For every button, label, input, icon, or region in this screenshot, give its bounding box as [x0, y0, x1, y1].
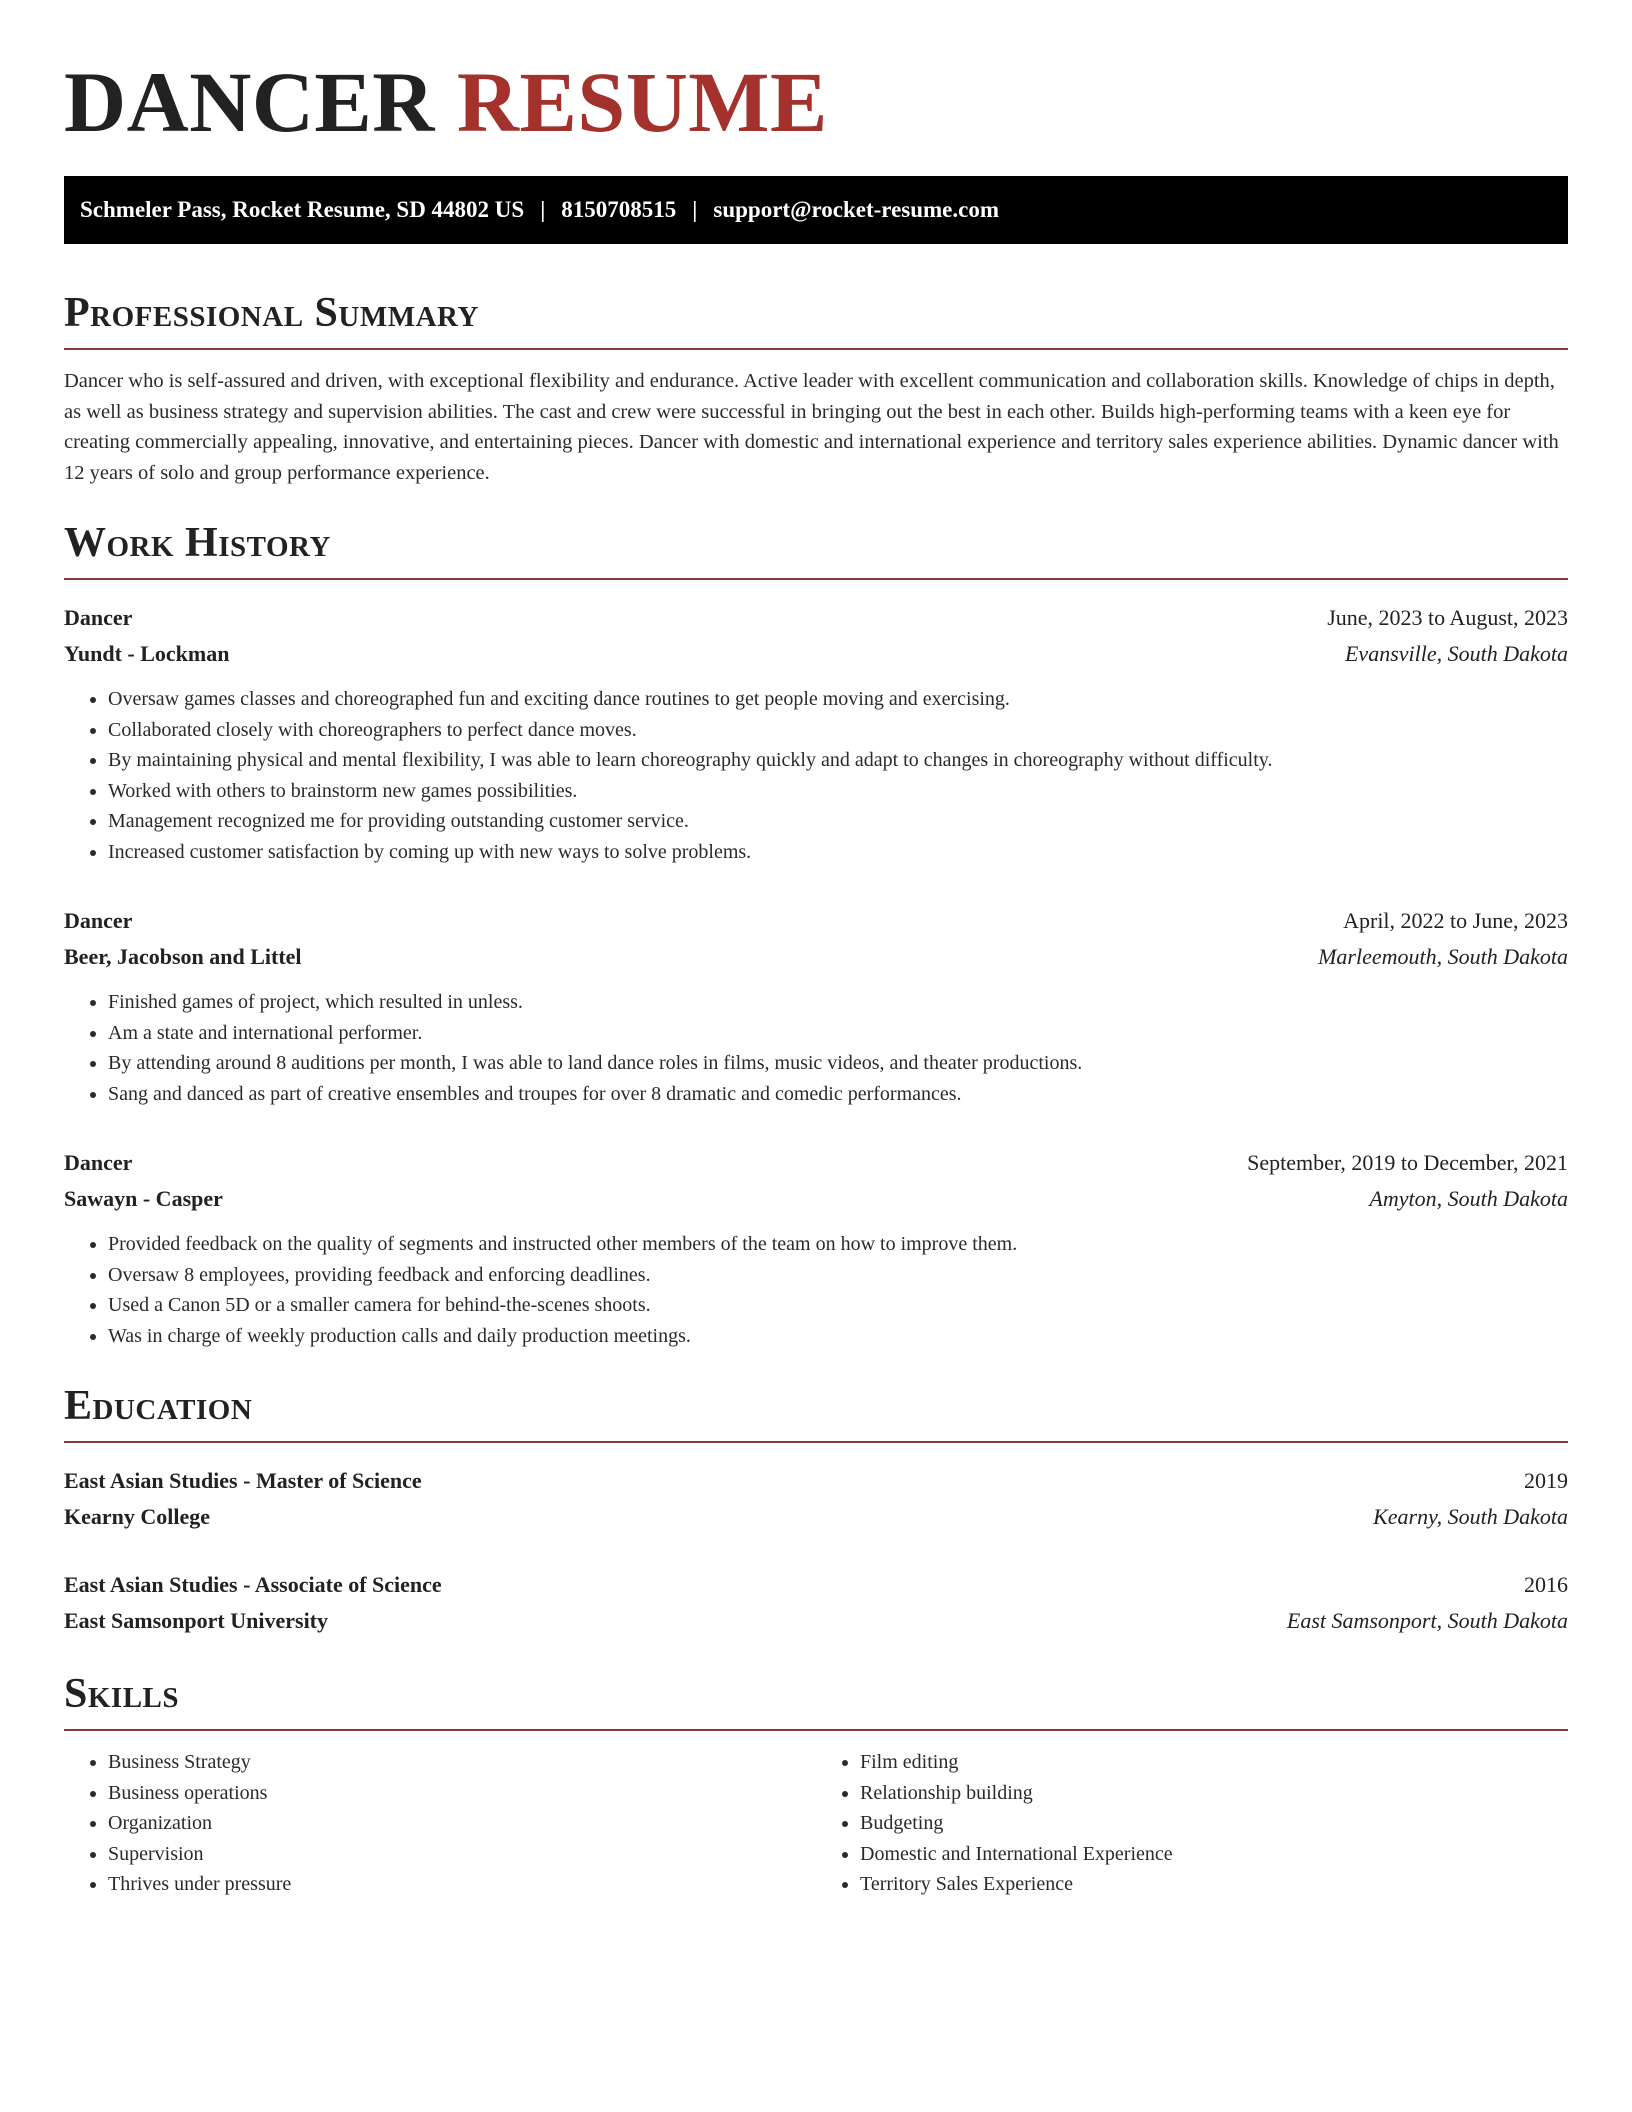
list-item: • Finished games of project, which resulted in unless.: [108, 987, 1568, 1018]
job-location: Marleemouth, South Dakota: [1318, 944, 1568, 969]
education-school-row: [64, 1603, 1568, 1639]
skill-item: • Thrives under pressure: [108, 1869, 816, 1900]
skills-list-right: [816, 1747, 1568, 1900]
job-entry: [64, 1145, 1568, 1351]
job-company: Sawayn - Casper: [64, 1186, 223, 1211]
skill-item: • Territory Sales Experience: [860, 1869, 1568, 1900]
skills-heading: Skills: [64, 1667, 1568, 1731]
job-company-row: [64, 636, 1568, 672]
contact-separator: |: [540, 197, 546, 222]
job-location: Amyton, South Dakota: [1369, 1186, 1568, 1211]
job-company: Yundt - Lockman: [64, 641, 230, 666]
job-title-row: [64, 903, 1568, 939]
job-dates: June, 2023 to August, 2023: [1327, 605, 1568, 630]
education-school: Kearny College: [64, 1504, 211, 1529]
contact-email: support@rocket-resume.com: [713, 197, 1000, 222]
job-bullets: [64, 1229, 1568, 1351]
work-history-heading: Work History: [64, 516, 1568, 580]
list-item: • Am a state and international performer.: [108, 1018, 1568, 1049]
list-item: • Management recognized me for providing outstanding customer service.: [108, 806, 1568, 837]
job-title: Dancer: [64, 1150, 133, 1175]
job-bullets: [64, 987, 1568, 1109]
education-location: East Samsonport, South Dakota: [1286, 1608, 1568, 1633]
education-degree-row: [64, 1463, 1568, 1499]
skills-list-left: [64, 1747, 816, 1900]
education-school-row: [64, 1499, 1568, 1535]
job-dates: September, 2019 to December, 2021: [1247, 1150, 1568, 1175]
contact-phone: 8150708515: [561, 197, 677, 222]
job-company-row: [64, 939, 1568, 975]
job-bullets: [64, 684, 1568, 867]
contact-separator: |: [692, 197, 698, 222]
education-entry: [64, 1567, 1568, 1639]
skill-item: • Film editing: [860, 1747, 1568, 1778]
contact-bar: [64, 176, 1568, 244]
skill-item: • Budgeting: [860, 1808, 1568, 1839]
list-item: • Increased customer satisfaction by coming up with new ways to solve problems.: [108, 837, 1568, 868]
summary-heading: Professional Summary: [64, 286, 1568, 350]
job-entry: [64, 903, 1568, 1109]
list-item: • By maintaining physical and mental flexibility, I was able to learn choreography quickly and adapt to changes in choreography without difficulty.: [108, 745, 1568, 776]
list-item: • Was in charge of weekly production calls and daily production meetings.: [108, 1321, 1568, 1352]
job-title: Dancer: [64, 605, 133, 630]
job-entry: [64, 600, 1568, 867]
resume-title: [64, 52, 1568, 152]
title-part-2: RESUME: [456, 54, 828, 150]
skill-item: • Business operations: [108, 1778, 816, 1809]
education-location: Kearny, South Dakota: [1373, 1504, 1568, 1529]
list-item: • Worked with others to brainstorm new games possibilities.: [108, 776, 1568, 807]
education-entry: [64, 1463, 1568, 1535]
skill-item: • Business Strategy: [108, 1747, 816, 1778]
job-company-row: [64, 1181, 1568, 1217]
job-title-row: [64, 600, 1568, 636]
job-company: Beer, Jacobson and Littel: [64, 944, 302, 969]
education-degree: East Asian Studies - Associate of Science: [64, 1572, 442, 1597]
skills-grid: [64, 1747, 1568, 1900]
education-degree: East Asian Studies - Master of Science: [64, 1468, 422, 1493]
list-item: • Used a Canon 5D or a smaller camera for behind-the-scenes shoots.: [108, 1290, 1568, 1321]
skill-item: • Supervision: [108, 1839, 816, 1870]
skill-item: • Organization: [108, 1808, 816, 1839]
education-year: 2019: [1524, 1468, 1568, 1493]
education-year: 2016: [1524, 1572, 1568, 1597]
job-title-row: [64, 1145, 1568, 1181]
list-item: • Oversaw games classes and choreographed fun and exciting dance routines to get people moving and exercising.: [108, 684, 1568, 715]
list-item: • Collaborated closely with choreographers to perfect dance moves.: [108, 715, 1568, 746]
summary-text: Dancer who is self-assured and driven, with exceptional flexibility and endurance. Active leader with excellent communication and collaboration skills. Knowledge of chips in depth, as well as business strategy and supervision abilities. The cast and crew were successful in bringing out the best in each other. Builds high-performing teams with a keen eye for creating commercially appealing, innovative, and entertaining pieces. Dancer with domestic and international experience and territory sales experience abilities. Dynamic dancer with 12 years of solo and group performance experience.: [64, 370, 1559, 484]
list-item: • Provided feedback on the quality of segments and instructed other members of the team on how to improve them.: [108, 1229, 1568, 1260]
contact-address: Schmeler Pass, Rocket Resume, SD 44802 US: [80, 197, 525, 222]
list-item: • Oversaw 8 employees, providing feedback and enforcing deadlines.: [108, 1260, 1568, 1291]
job-location: Evansville, South Dakota: [1344, 641, 1568, 666]
skill-item: • Domestic and International Experience: [860, 1839, 1568, 1870]
education-degree-row: [64, 1567, 1568, 1603]
job-title: Dancer: [64, 908, 133, 933]
education-school: East Samsonport University: [64, 1608, 329, 1633]
education-heading: Education: [64, 1379, 1568, 1443]
list-item: • Sang and danced as part of creative ensembles and troupes for over 8 dramatic and comedic performances.: [108, 1079, 1568, 1110]
job-dates: April, 2022 to June, 2023: [1343, 908, 1568, 933]
skill-item: • Relationship building: [860, 1778, 1568, 1809]
title-part-1: DANCER: [64, 54, 435, 150]
list-item: • By attending around 8 auditions per month, I was able to land dance roles in films, music videos, and theater productions.: [108, 1048, 1568, 1079]
